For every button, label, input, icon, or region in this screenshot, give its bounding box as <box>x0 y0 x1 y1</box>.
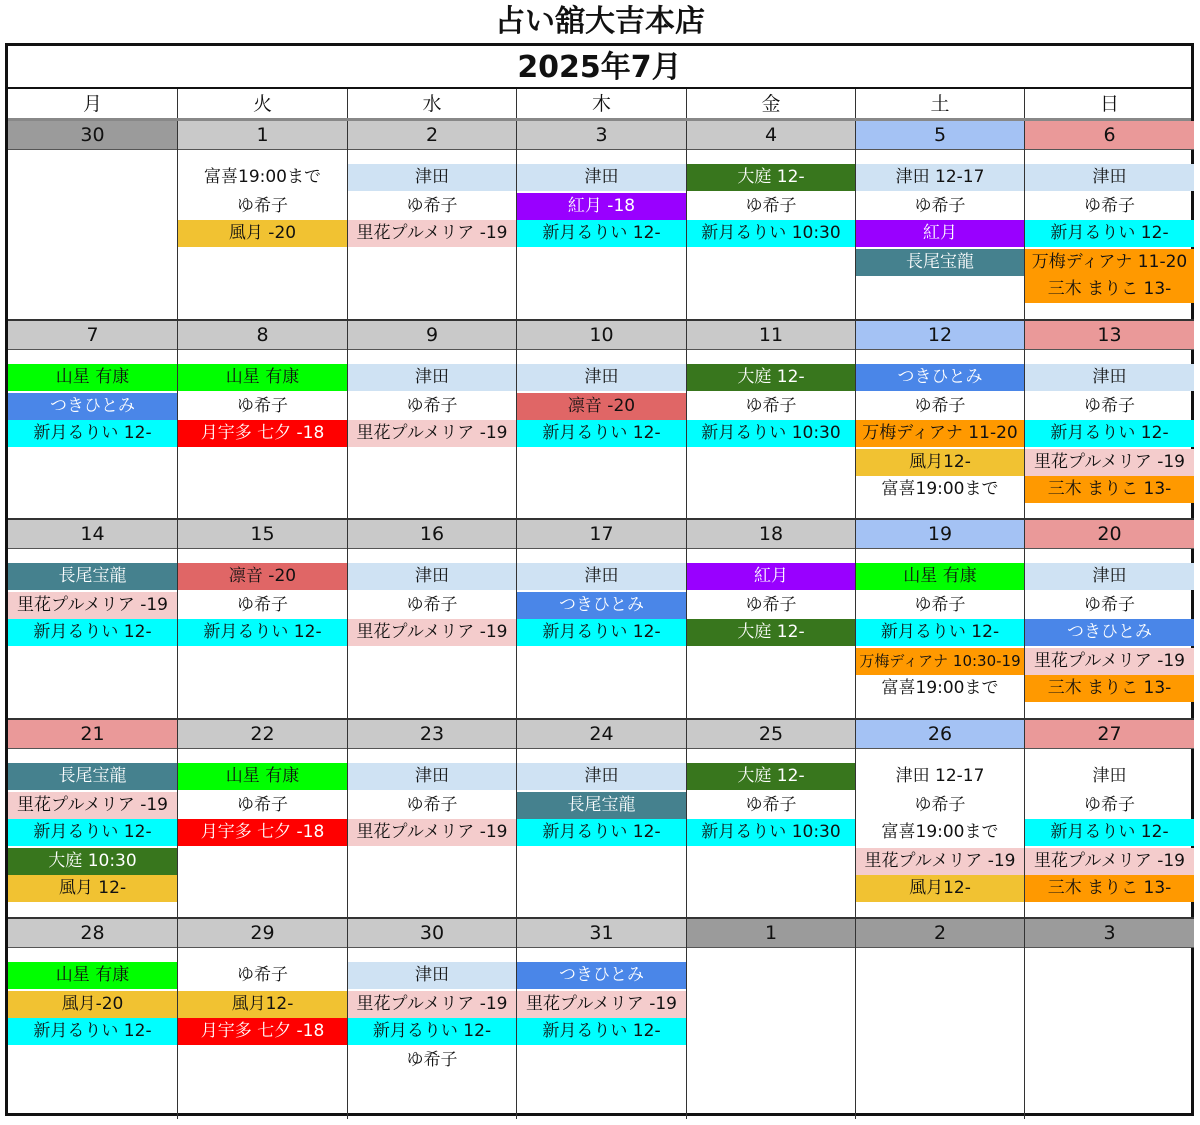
schedule-entry: 里花プルメリア -19 <box>1025 648 1194 675</box>
schedule-entry: 三木 まりこ 13- <box>1025 675 1194 702</box>
day-cell <box>1025 520 1194 720</box>
day-cell <box>517 520 687 720</box>
schedule-entry: ゆ希子 <box>745 595 797 616</box>
day-cell <box>687 321 856 521</box>
schedule-entry: 凛音 -20 <box>178 563 347 590</box>
day-cell <box>178 720 348 920</box>
schedule-entry: 新月るりい 12- <box>856 619 1024 646</box>
day-number: 9 <box>348 321 516 350</box>
schedule-entry: 新月るりい 12- <box>517 220 686 247</box>
schedule-entry: ゆ希子 <box>1084 595 1135 616</box>
day-number: 1 <box>687 919 855 948</box>
day-cell <box>178 321 348 521</box>
day-number: 15 <box>178 520 347 549</box>
schedule-entry: 三木 まりこ 13- <box>1025 276 1194 303</box>
schedule-entry: 津田 <box>348 962 516 989</box>
schedule-entry: 新月るりい 12- <box>517 1018 686 1045</box>
schedule-entry: 新月るりい 12- <box>1025 220 1194 247</box>
schedule-entry: ゆ希子 <box>914 395 966 416</box>
schedule-entry: 新月るりい 12- <box>8 619 177 646</box>
schedule-entry: 里花プルメリア -19 <box>8 792 177 819</box>
schedule-entry: 津田 <box>517 364 686 391</box>
schedule-entry: つきひとみ <box>517 962 686 989</box>
schedule-entry: 津田 <box>1025 364 1194 391</box>
schedule-entry: 万梅ディアナ 11-20 <box>1025 249 1194 276</box>
day-number: 2 <box>856 919 1024 948</box>
schedule-entry: ゆ希子 <box>745 794 797 815</box>
schedule-entry: ゆ希子 <box>237 595 288 616</box>
schedule-entry: 里花プルメリア -19 <box>8 592 177 619</box>
schedule-entry: ゆ希子 <box>1084 196 1135 216</box>
week-row <box>8 919 1191 1119</box>
schedule-entry: 万梅ディアナ 11-20 <box>856 420 1024 447</box>
day-number: 25 <box>687 720 855 749</box>
schedule-entry: 津田 <box>348 763 516 790</box>
day-cell <box>1025 121 1194 321</box>
schedule-entry: 里花プルメリア -19 <box>348 619 516 646</box>
schedule-entry: 新月るりい 12- <box>8 420 177 447</box>
calendar-title: 占い舘大吉本店 <box>495 4 705 39</box>
day-cell <box>8 520 178 720</box>
schedule-entry: 風月12- <box>178 991 347 1018</box>
schedule-entry: 風月 12- <box>8 875 177 902</box>
day-number: 14 <box>8 520 177 549</box>
day-cell <box>178 919 348 1119</box>
day-number: 21 <box>8 720 177 749</box>
schedule-entry: 里花プルメリア -19 <box>856 848 1024 875</box>
day-cell <box>856 121 1025 321</box>
week-row <box>8 321 1191 521</box>
schedule-entry: 新月るりい 12- <box>348 1018 516 1045</box>
schedule-entry: 新月るりい 10:30 <box>687 819 855 846</box>
day-cell <box>348 121 517 321</box>
schedule-entry: ゆ希子 <box>914 595 966 616</box>
schedule-entry: 里花プルメリア -19 <box>348 991 516 1018</box>
day-number: 29 <box>178 919 347 948</box>
schedule-entry: 新月るりい 12- <box>8 819 177 846</box>
schedule-entry: 三木 まりこ 13- <box>1025 875 1194 902</box>
day-cell <box>1025 720 1194 920</box>
day-cell <box>517 720 687 920</box>
schedule-entry: 津田 12-17 <box>856 164 1024 191</box>
day-number: 24 <box>517 720 686 749</box>
weekday-tue: 火 <box>178 89 348 119</box>
schedule-entry: 津田 <box>1092 765 1127 786</box>
day-number: 18 <box>687 520 855 549</box>
schedule-entry: 里花プルメリア -19 <box>348 220 516 247</box>
day-cell <box>178 121 348 321</box>
schedule-entry: 富喜19:00まで <box>204 167 321 187</box>
day-number: 11 <box>687 321 855 350</box>
schedule-entry: ゆ希子 <box>237 965 288 986</box>
schedule-entry: ゆ希子 <box>406 794 458 815</box>
day-number: 19 <box>856 520 1024 549</box>
schedule-entry: 里花プルメリア -19 <box>1025 449 1194 476</box>
schedule-entry: 里花プルメリア -19 <box>348 819 516 846</box>
weekday-sun: 日 <box>1099 93 1119 115</box>
schedule-entry: 津田 <box>348 563 516 590</box>
schedule-entry: ゆ希子 <box>406 595 458 616</box>
day-cell <box>1025 321 1194 521</box>
schedule-entry: 富喜19:00まで <box>881 678 999 699</box>
day-number: 22 <box>178 720 347 749</box>
schedule-entry: ゆ希子 <box>914 196 966 216</box>
day-cell <box>856 720 1025 920</box>
day-cell <box>856 520 1025 720</box>
schedule-entry: 凛音 -20 <box>517 393 686 420</box>
day-cell <box>348 720 517 920</box>
schedule-entry: 富喜19:00まで <box>881 478 999 499</box>
schedule-entry: 津田 <box>348 164 516 191</box>
weekday-wed: 水 <box>348 89 517 119</box>
day-number: 16 <box>348 520 516 549</box>
schedule-entry: ゆ希子 <box>237 395 288 416</box>
week-row <box>8 720 1191 920</box>
day-cell <box>8 321 178 521</box>
day-number: 12 <box>856 321 1024 350</box>
schedule-entry: ゆ希子 <box>1084 794 1135 815</box>
schedule-entry: つきひとみ <box>517 592 686 619</box>
schedule-entry: ゆ希子 <box>745 395 797 416</box>
schedule-entry: 新月るりい 12- <box>1025 420 1194 447</box>
day-number: 17 <box>517 520 686 549</box>
schedule-entry: 風月12- <box>856 875 1024 902</box>
schedule-entry: 富喜19:00まで <box>881 821 999 842</box>
day-cell <box>178 520 348 720</box>
day-cell <box>687 121 856 321</box>
day-cell <box>8 121 178 321</box>
schedule-entry: 新月るりい 12- <box>517 819 686 846</box>
day-number: 26 <box>856 720 1024 749</box>
schedule-entry: 大庭 12- <box>687 763 855 790</box>
schedule-entry: 大庭 12- <box>687 364 855 391</box>
schedule-entry: ゆ希子 <box>237 196 288 216</box>
day-number: 6 <box>1025 121 1194 150</box>
day-cell <box>348 321 517 521</box>
day-number: 8 <box>178 321 347 350</box>
schedule-entry: 津田 <box>517 563 686 590</box>
schedule-entry: つきひとみ <box>1025 619 1194 646</box>
schedule-entry: 三木 まりこ 13- <box>1025 476 1194 503</box>
schedule-entry: つきひとみ <box>8 393 177 420</box>
day-cell <box>348 919 517 1119</box>
schedule-entry: 津田 <box>1025 164 1194 191</box>
day-number: 30 <box>8 121 177 150</box>
day-number: 4 <box>687 121 855 150</box>
schedule-entry: 大庭 12- <box>687 619 855 646</box>
day-number: 3 <box>1025 919 1194 948</box>
day-number: 1 <box>178 121 347 150</box>
day-number: 2 <box>348 121 516 150</box>
day-number: 31 <box>517 919 686 948</box>
day-cell <box>517 121 687 321</box>
day-cell <box>517 919 687 1119</box>
weekday-mon: 月 <box>8 89 178 119</box>
schedule-entry: ゆ希子 <box>406 395 458 416</box>
day-cell <box>1025 919 1194 1119</box>
day-number: 5 <box>856 121 1024 150</box>
schedule-entry: 風月 -20 <box>178 220 347 247</box>
week-row <box>8 520 1191 720</box>
schedule-entry: ゆ希子 <box>237 794 288 815</box>
schedule-entry: ゆ希子 <box>745 196 797 216</box>
schedule-entry: 山星 有康 <box>856 563 1024 590</box>
schedule-entry: 新月るりい 12- <box>517 619 686 646</box>
schedule-entry: 長尾宝龍 <box>8 763 177 790</box>
week-row <box>8 121 1191 321</box>
schedule-entry: 山星 有康 <box>8 962 177 989</box>
schedule-entry: 山星 有康 <box>178 763 347 790</box>
day-cell <box>856 919 1025 1119</box>
calendar-table <box>5 43 1194 1116</box>
schedule-entry: 新月るりい 10:30 <box>687 220 855 247</box>
schedule-entry: 里花プルメリア -19 <box>348 420 516 447</box>
day-cell <box>687 919 856 1119</box>
schedule-entry: 山星 有康 <box>178 364 347 391</box>
schedule-entry: 津田 12-17 <box>895 765 985 786</box>
day-number: 27 <box>1025 720 1194 749</box>
schedule-entry: 紅月 <box>687 563 855 590</box>
day-cell <box>517 321 687 521</box>
schedule-entry: 風月12- <box>856 449 1024 476</box>
schedule-entry: 風月-20 <box>8 991 177 1018</box>
schedule-entry: つきひとみ <box>856 364 1024 391</box>
schedule-entry: 里花プルメリア -19 <box>1025 848 1194 875</box>
day-number: 28 <box>8 919 177 948</box>
day-cell <box>856 321 1025 521</box>
day-cell <box>348 520 517 720</box>
schedule-entry: 津田 <box>517 763 686 790</box>
schedule-entry: ゆ希子 <box>914 794 966 815</box>
month-heading: 2025年7月 <box>8 46 1191 89</box>
schedule-entry: 月宇多 七夕 -18 <box>178 1018 347 1045</box>
day-number: 23 <box>348 720 516 749</box>
schedule-entry: 月宇多 七夕 -18 <box>178 819 347 846</box>
schedule-entry: 山星 有康 <box>8 364 177 391</box>
day-cell <box>687 720 856 920</box>
day-number: 3 <box>517 121 686 150</box>
schedule-entry: 万梅ディアナ 10:30-19 <box>856 648 1024 675</box>
schedule-entry: 紅月 <box>856 220 1024 247</box>
day-cell <box>8 919 178 1119</box>
schedule-entry: 新月るりい 10:30 <box>687 420 855 447</box>
day-number: 10 <box>517 321 686 350</box>
schedule-entry: 津田 <box>348 364 516 391</box>
day-number: 30 <box>348 919 516 948</box>
schedule-entry: 長尾宝龍 <box>856 249 1024 276</box>
schedule-entry: 大庭 10:30 <box>8 848 177 875</box>
day-number: 20 <box>1025 520 1194 549</box>
day-number: 13 <box>1025 321 1194 350</box>
schedule-entry: ゆ希子 <box>1084 395 1135 416</box>
schedule-entry: ゆ希子 <box>406 196 458 216</box>
schedule-entry: 津田 <box>517 164 686 191</box>
schedule-entry: 月宇多 七夕 -18 <box>178 420 347 447</box>
schedule-entry: 長尾宝龍 <box>517 792 686 819</box>
schedule-entry: 紅月 -18 <box>517 193 686 220</box>
schedule-entry: 里花プルメリア -19 <box>517 991 686 1018</box>
schedule-entry: 新月るりい 12- <box>8 1018 177 1045</box>
schedule-entry: 長尾宝龍 <box>8 563 177 590</box>
schedule-entry: 新月るりい 12- <box>178 619 347 646</box>
schedule-entry: 新月るりい 12- <box>1025 819 1194 846</box>
day-number: 7 <box>8 321 177 350</box>
schedule-entry: ゆ希子 <box>406 1050 458 1071</box>
weekday-fri: 金 <box>687 89 856 119</box>
day-cell <box>8 720 178 920</box>
weekday-thu: 木 <box>517 89 687 119</box>
weekday-sat: 土 <box>856 89 1025 119</box>
schedule-entry: 新月るりい 12- <box>517 420 686 447</box>
schedule-entry: 大庭 12- <box>687 164 855 191</box>
schedule-entry: 津田 <box>1025 563 1194 590</box>
day-cell <box>687 520 856 720</box>
